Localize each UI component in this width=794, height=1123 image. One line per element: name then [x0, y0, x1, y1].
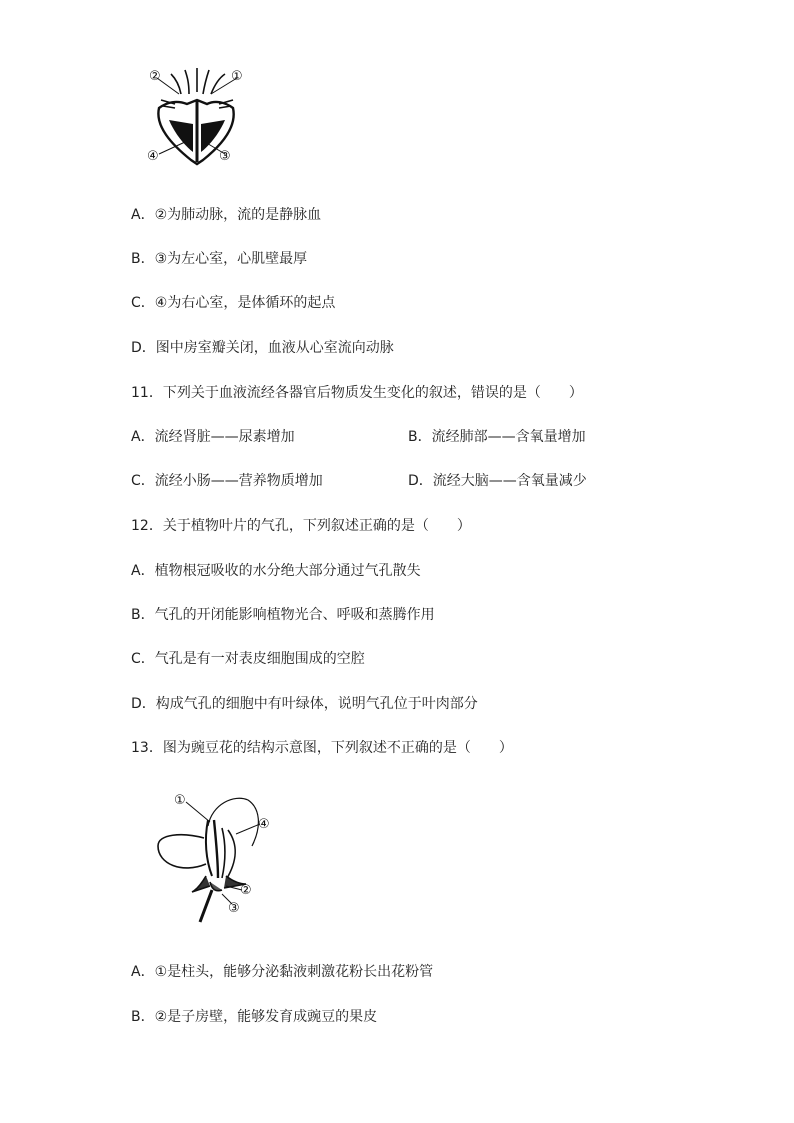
flower-label-4: ④ — [258, 817, 270, 832]
q12-option-d: D．构成气孔的细胞中有叶绿体，说明气孔位于叶肉部分 — [131, 696, 478, 712]
flower-label-1: ① — [174, 793, 186, 808]
pea-flower-diagram — [152, 790, 282, 930]
heart-label-4: ④ — [147, 149, 159, 164]
q10-option-c: C．④为右心室，是体循环的起点 — [131, 295, 336, 311]
q11-stem: 11．下列关于血液流经各器官后物质发生变化的叙述，错误的是（ ） — [131, 385, 583, 401]
q13-stem: 13．图为豌豆花的结构示意图，下列叙述不正确的是（ ） — [131, 740, 513, 756]
q11-option-d: D．流经大脑——含氧量减少 — [408, 473, 587, 489]
q11-option-b: B．流经肺部——含氧量增加 — [408, 429, 586, 445]
heart-label-3: ③ — [219, 149, 231, 164]
q10-option-b: B．③为左心室，心肌壁最厚 — [131, 251, 308, 267]
q12-stem: 12．关于植物叶片的气孔，下列叙述正确的是（ ） — [131, 518, 471, 534]
q11-option-c: C．流经小肠——营养物质增加 — [131, 473, 323, 489]
q11-option-a: A．流经肾脏——尿素增加 — [131, 429, 295, 445]
flower-label-2: ② — [240, 883, 252, 898]
q12-option-a: A．植物根冠吸收的水分绝大部分通过气孔散失 — [131, 563, 421, 579]
flower-label-3: ③ — [228, 901, 240, 916]
q10-option-d: D．图中房室瓣关闭，血液从心室流向动脉 — [131, 340, 394, 356]
q10-option-a: A．②为肺动脉，流的是静脉血 — [131, 207, 322, 223]
q12-option-c: C．气孔是有一对表皮细胞围成的空腔 — [131, 651, 365, 667]
heart-label-2: ② — [149, 69, 161, 84]
q13-option-b: B．②是子房壁，能够发育成豌豆的果皮 — [131, 1009, 378, 1025]
q13-option-a: A．①是柱头，能够分泌黏液刺激花粉长出花粉管 — [131, 964, 434, 980]
heart-diagram — [145, 64, 250, 174]
heart-label-1: ① — [231, 69, 243, 84]
q12-option-b: B．气孔的开闭能影响植物光合、呼吸和蒸腾作用 — [131, 607, 435, 623]
